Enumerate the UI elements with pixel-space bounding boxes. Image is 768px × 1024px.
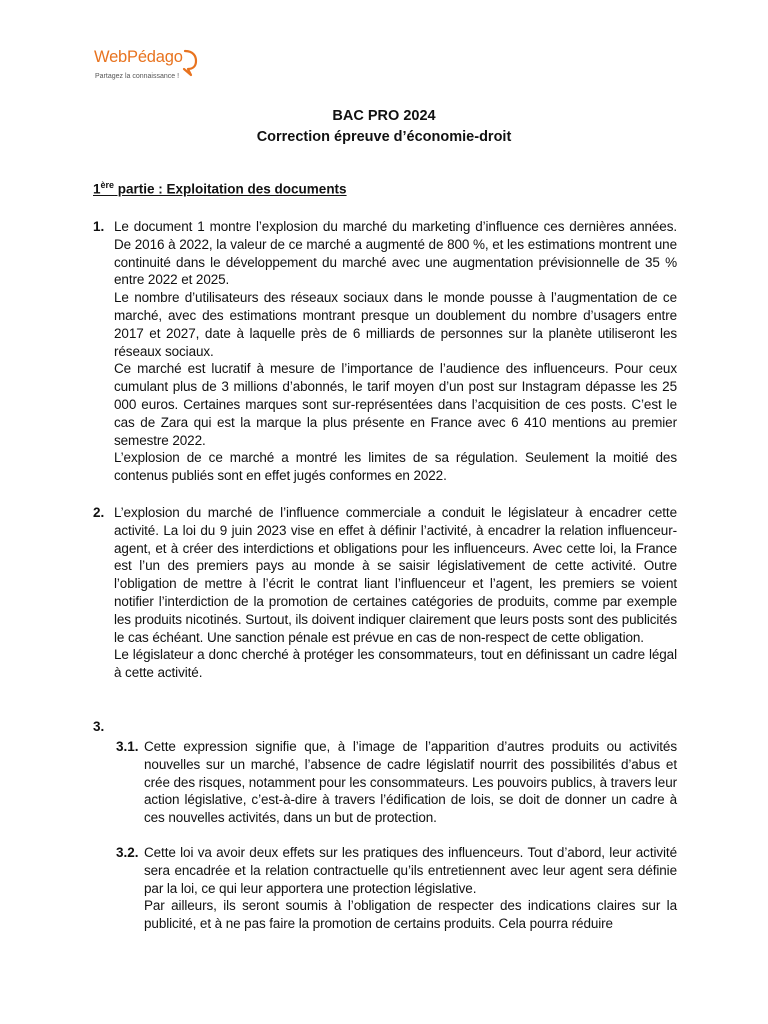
item-number: 3. bbox=[93, 719, 105, 734]
section-ordinal-suffix: ère bbox=[100, 180, 115, 190]
subitem-number: 3.1. bbox=[116, 739, 139, 754]
answer-subitem-3-2 bbox=[116, 844, 677, 933]
item-number: 2. bbox=[93, 505, 105, 520]
section-ordinal-number: 1 bbox=[93, 181, 101, 197]
document-subtitle: Correction épreuve d’économie-droit bbox=[256, 129, 512, 145]
item-paragraph: Ce marché est lucratif à mesure de l’importance de l’audience des influenceurs. Pour ceux cumulant plus de 3 millions d’abonnés, le tarif moyen d’un post sur Instagram dépasse les 25 000 euros. Certaines marques sont sur-représentées dans l’acquisition de ces posts. C’est le cas de Zara qui est la marque la plus présente en France avec 6 410 mentions au premier semestre 2022. bbox=[114, 361, 677, 448]
logo-name: WebPédago bbox=[94, 48, 183, 66]
item-paragraph: Le législateur a donc cherché à protéger les consommateurs, tout en définissant un cadre légal à cette activité. bbox=[114, 647, 677, 681]
subitem-paragraph: Par ailleurs, ils seront soumis à l’obligation de respecter des indications claires sur la publicité, et à ne pas faire la promotion de certains produits. Cela pourra réduire bbox=[144, 898, 677, 932]
answer-item-2 bbox=[93, 504, 677, 682]
answer-item-1 bbox=[93, 218, 677, 485]
item-number: 1. bbox=[93, 219, 105, 234]
section-heading bbox=[93, 180, 347, 197]
subitem-number: 3.2. bbox=[116, 845, 139, 860]
item-paragraph: Le document 1 montre l’explosion du marché du marketing d’influence ces dernières années. De 2016 à 2022, la valeur de ce marché a augmenté de 800 %, et les estimations montrent une continuité dans le développement du marché avec une augmentation prévisionnelle de 35 % entre 2022 et 2025. bbox=[114, 219, 677, 288]
subitem-paragraph: Cette expression signifie que, à l’image de l’apparition d’autres produits ou activités nouvelles sur un marché, l’absence de cadre législatif nourrit des possibilités d’abus et crée des risques, notamment pour les consommateurs. Les pouvoirs publics, à travers leur action législative, c’est-à-dire à travers l’édification de lois, se doit de donner un cadre à ces nouvelles activités, dans un but de protection. bbox=[144, 739, 677, 826]
answer-subitem-3-1 bbox=[116, 738, 677, 827]
title-block bbox=[0, 106, 768, 148]
document-title: BAC PRO 2024 bbox=[332, 108, 436, 124]
subitem-paragraph: Cette loi va avoir deux effets sur les pratiques des influenceurs. Tout d’abord, leur activité sera encadrée et la relation contractuelle qu’ils entretiennent avec leur agent sera définie par la loi, ce qui leur apportera une protection législative. bbox=[144, 845, 677, 896]
item-paragraph: L’explosion de ce marché a montré les limites de sa régulation. Seulement la moitié des contenus publiés sont en effet jugés conformes en 2022. bbox=[114, 450, 677, 484]
webpedago-logo bbox=[94, 48, 204, 90]
section-title: partie : Exploitation des documents bbox=[114, 181, 347, 197]
logo-tagline: Partagez la connaissance ! bbox=[95, 73, 180, 80]
item-paragraph: L’explosion du marché de l’influence commerciale a conduit le législateur à encadrer cette activité. La loi du 9 juin 2023 vise en effet à définir l’activité, à encadrer la relation influenceur-agent, et à créer des interdictions et obligations pour les influenceurs. Avec cette loi, la France est l’un des premiers pays au monde à se saisir législativement de cette activité. Outre l’obligation de mettre à l’écrit le contrat liant l’influenceur et l’agent, les premiers se voient notifier l’interdiction de la promotion de certaines catégories de produits, comme par exemple les produits nicotinés. Surtout, ils doivent indiquer clairement que leurs posts sont des publicités le cas échéant. Une sanction pénale est prévue en cas de non-respect de cette obligation. bbox=[114, 505, 677, 645]
item-paragraph: Le nombre d’utilisateurs des réseaux sociaux dans le monde pousse à l’augmentation de ce marché, avec des estimations montrant presque un doublement du nombre d’usagers entre 2017 et 2027, date à laquelle près de 6 milliards de personnes sur la planète utiliseront les réseaux sociaux. bbox=[114, 290, 677, 359]
speech-bubble-icon bbox=[182, 49, 198, 77]
